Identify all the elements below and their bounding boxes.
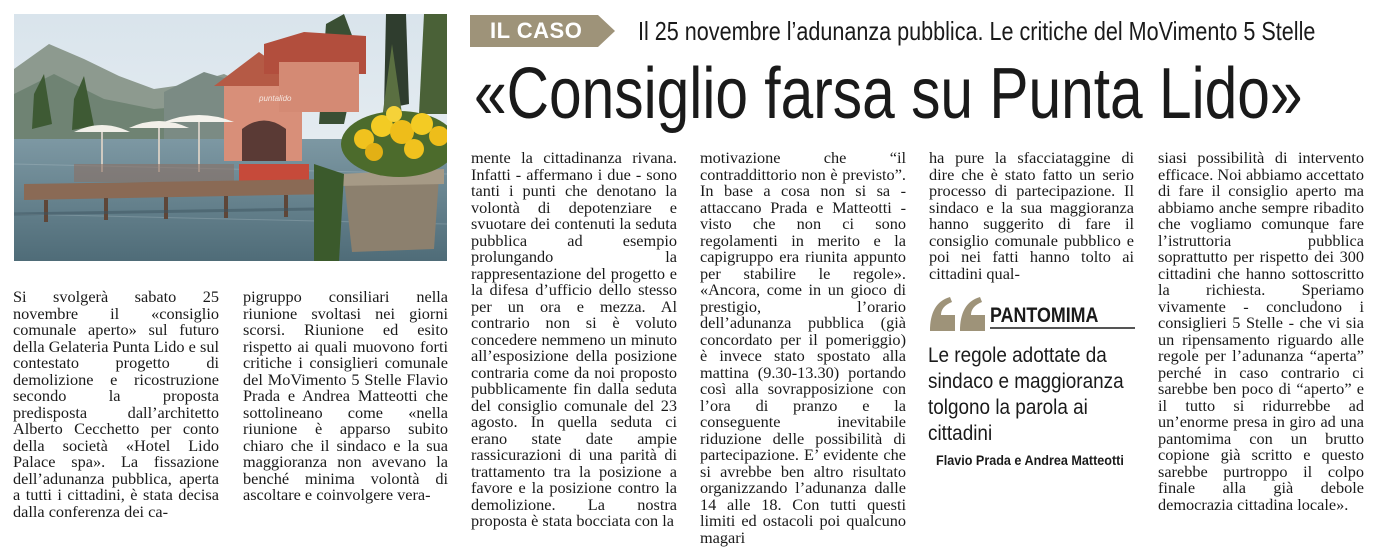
column-text: ha pure la sfacciataggine di dire che è stato fatto un serio processo di partecipazione. Il sindaco e la sua maggioranza hanno suggerito di fare il consiglio comunale pubblico e poi nei fatti hanno tolto ai cittadini qual- bbox=[929, 148, 1134, 283]
pullquote-author: Flavio Prada e Andrea Matteotti bbox=[936, 452, 1124, 468]
article-photo bbox=[14, 14, 447, 261]
article-column-5 bbox=[929, 150, 1134, 282]
pullquote-label: PANTOMIMA bbox=[990, 304, 1099, 327]
column-text: pigruppo consiliari nella riunione svoltasi nei giorni scorsi. Riunione ed esito rispetto ai quali muovono forti critiche i consiglieri comunale del MoVimento 5 Stelle Flavio Prada e Andrea Matteotti che sottolineano come «nella riunione è apparso subito chiaro che il sindaco e la sua maggioranza non avevano la benché minima volontà di ascoltare e coinvolgere vera- bbox=[243, 287, 448, 504]
column-text: Si svolgerà sabato 25 novembre il «consiglio comunale aperto» sul futuro della Gelateria Punta Lido e sul contestato progetto di demolizione e ricostruzione secondo la proposta predisposta dall’architetto Alberto Cecchetto per conto della società «Hotel Lido Palace spa». La fissazione dell’adunanza pubblica, aperta a tutti i cittadini, è stata decisa dalla conferenza dei ca- bbox=[13, 287, 219, 521]
subheadline: Il 25 novembre l’adunanza pubblica. Le critiche del MoVimento 5 Stelle bbox=[638, 16, 1316, 46]
column-text: mente la cittadinanza rivana. Infatti - affermano i due - sono tanti i punti che denotano la volontà di depotenziare e svuotare dei contenuti la seduta pubblica ad esempio prolungando la rappresentazione del progetto e la difesa d’ufficio dello stesso per un ora e mezza. Al contrario non si è voluto concedere nemmeno un minuto all’esposizione della posizione contraria come da noi proposto pubblicamente fin dalla seduta del consiglio comunale del 23 agosto. In quella seduta ci erano state date ampie rassicurazioni di una parità di trattamento tra la posizione a favore e la posizione contro la demolizione. La nostra proposta è stata bocciata con la bbox=[471, 148, 677, 530]
svg-text:puntalido: puntalido bbox=[259, 94, 292, 103]
article-column-1 bbox=[13, 289, 219, 520]
pullquote-text: Le regole adottate da sindaco e maggioranza tolgono la parola ai cittadini bbox=[928, 343, 1124, 445]
article-column-2 bbox=[243, 289, 448, 504]
kicker-tag bbox=[470, 15, 615, 47]
kicker-label: IL CASO bbox=[490, 18, 583, 43]
article-column-6 bbox=[1158, 150, 1364, 513]
quote-marks-icon bbox=[928, 293, 990, 333]
article-column-4 bbox=[700, 150, 906, 546]
pullquote-rule bbox=[990, 327, 1135, 329]
gelateria-photo-illustration bbox=[14, 14, 447, 261]
headline: «Consiglio farsa su Punta Lido» bbox=[474, 54, 1303, 134]
column-text: siasi possibilità di intervento efficace. Noi abbiamo accettato di fare il consiglio aperto ma abbiamo anche sempre ribadito che vogliamo comunque fare l’istruttoria pubblica soprattutto per rispetto dei 300 cittadini che hanno sottoscritto la richiesta. Speriamo vivamente - concludono i consiglieri 5 Stelle - che vi sia un ripensamento riguardo alle regole per l’adunanza “aperta” perché in caso contrario ci sarebbe ben poco di “aperto” e il tutto si ridurrebbe ad un’enorme presa in giro ad una pantomima con un brutto copione già scritto e questo sarebbe purtroppo il colpo finale alla già debole democrazia cittadina locale». bbox=[1158, 148, 1364, 514]
column-text: motivazione che “il contraddittorio non è previsto”. In base a cosa non si sa - attaccano Prada e Matteotti - visto che non ci sono regolamenti in merito e la capigruppo era riunita appunto per stabilire le regole». «Ancora, come in un gioco di prestigio, l’orario dell’adunanza pubblica (già concordato per il pomeriggio) è invece stato spostato alla mattina (9.30-13.30) portando così alla sovrapposizione con l’ora di pranzo e la conseguente inevitabile riduzione delle possibilità di partecipazione. E’ evidente che si avrebbe ben altro risultato organizzando l’adunanza dalle 14 alle 18. Con tutti questi limiti ed ostacoli poi qualcuno magari bbox=[700, 148, 906, 547]
